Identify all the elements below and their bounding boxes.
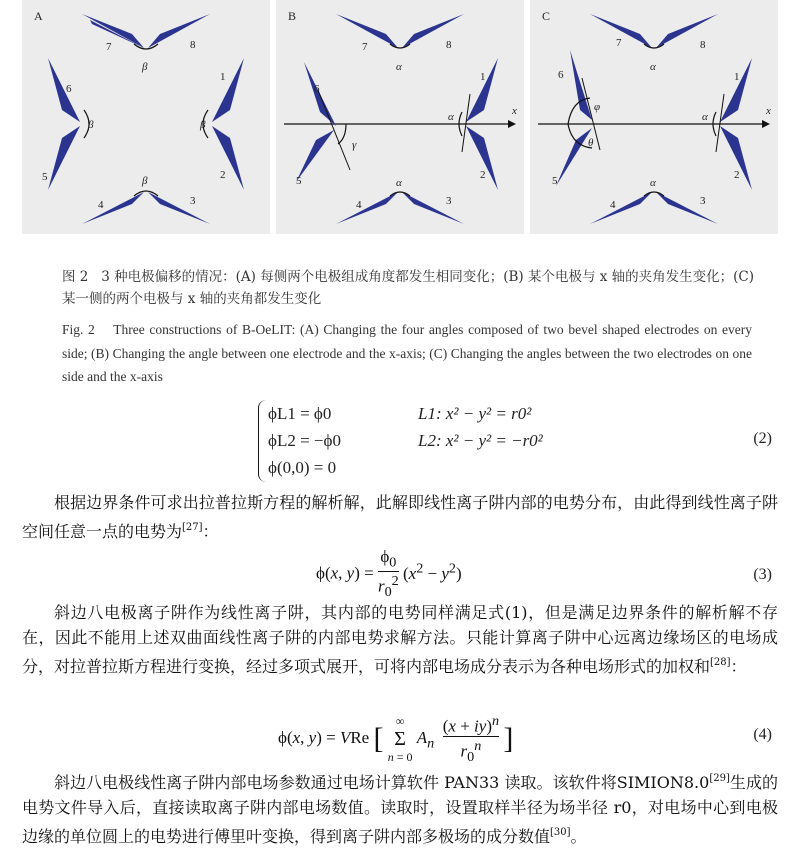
electrode-1 (212, 58, 244, 122)
paragraph-2-text: 斜边八电极离子阱作为线性离子阱，其内部的电势同样满足式(1)，但是满足边界条件的解析解不存在，因此不能用上述双曲面线性离子阱的内部电势求解方法。只能计算离子阱中心远离边缘场区的电场成分，对拉普拉斯方程进行变换，经过多项式展开，可将内部电场成分表示为各种电场形式的加权和 (22, 603, 778, 676)
panel-label: A (34, 9, 43, 23)
electrode-number: 6 (314, 83, 320, 95)
electrode-number: 6 (66, 83, 72, 95)
paragraph-2 (22, 600, 778, 679)
electrode-7 (90, 20, 144, 48)
electrode-4 (336, 192, 398, 224)
x-axis-label: x (512, 105, 517, 117)
electrode-4 (82, 192, 144, 224)
electrode-8 (148, 14, 210, 48)
electrode-number: 1 (480, 71, 486, 83)
panel-b (276, 0, 524, 234)
angle-bottom-label: β (142, 175, 148, 187)
caption-cn-text: 3 种电极偏移的情况：(A) 每侧两个电极组成角度都发生相同变化；(B) 某个电极与 x 轴的夹角发生变化；(C) 某一侧的两个电极与 x 轴的夹角都发生变化 (62, 269, 755, 307)
electrode-number: 5 (42, 171, 48, 183)
electrode-number: 5 (296, 175, 302, 187)
electrode-8 (656, 14, 718, 48)
angle-bottom-label: α (650, 177, 656, 189)
panel-a (22, 0, 270, 234)
electrode-number: 8 (446, 39, 452, 51)
panel-label: B (288, 9, 297, 23)
electrode-3 (148, 192, 210, 224)
angle-arc-bottom (134, 191, 158, 196)
electrode-number: 3 (190, 195, 196, 207)
electrode-number: 4 (98, 199, 104, 211)
paragraph-1 (22, 490, 778, 544)
electrode-guide-line (716, 94, 724, 152)
electrode-4 (590, 192, 652, 224)
angle-top-label: β (142, 61, 148, 73)
electrode-8 (402, 14, 464, 48)
electrode-5 (296, 130, 334, 182)
electrode-guide-line (462, 94, 470, 152)
electrode-7-fill (82, 14, 144, 48)
paragraph-3-end: 。 (570, 827, 587, 846)
angle-top-label: α (396, 61, 402, 73)
paragraph-3 (22, 766, 778, 849)
panel-b-diagram (276, 0, 524, 234)
equation-4-number: (4) (753, 726, 772, 743)
panel-a-diagram (22, 0, 270, 234)
caption-english (62, 318, 752, 389)
angle-left-label: γ (352, 139, 357, 151)
caption-chinese (62, 266, 762, 310)
paragraph-2-end: ： (730, 657, 747, 676)
electrode-number: 5 (552, 175, 558, 187)
angle-right-label: β (200, 119, 206, 131)
paragraph-1-end: ： (202, 522, 219, 541)
eq2-row2-left: ϕL2 = −ϕ0 (268, 431, 341, 450)
x-axis-label: x (766, 105, 771, 117)
electrode-3 (402, 192, 464, 224)
angle-arc-left (338, 124, 346, 144)
citation-28: [28] (710, 657, 731, 668)
equation-2 (268, 400, 543, 481)
citation-27: [27] (182, 522, 203, 533)
equation-4: ϕ(x, y) = VRe [ ∞ Σ n = 0 $A_n$ $\frac{(x + iy)^n}{r_0^n}$ ] (278, 713, 514, 765)
angle-left-label: β (88, 119, 94, 131)
citation-29: [29] (709, 773, 730, 784)
eq2-row2-right: L2: x² − y² = −r0² (418, 431, 543, 450)
eq2-row3: ϕ(0,0) = 0 (268, 458, 337, 477)
equation-3: ϕ(x, y) = $\frac{\phi_0}{r_0^2}$ $(x^2 - y^2)$ (316, 547, 462, 601)
electrode-number: 1 (734, 71, 740, 83)
electrode-1 (720, 58, 752, 122)
electrode-5 (48, 126, 80, 190)
electrode-number: 4 (610, 199, 616, 211)
electrode-5 (556, 128, 592, 186)
paragraph-3-text-b: 生成的电势文件导入后，直接读取离子阱内部电场数值。读取时，设置取样半径为场半径 r0，对电场中心到电极边缘的单位圆上的电势进行傅里叶变换，得到离子阱内部多极场的成分数值 (22, 773, 778, 846)
angle-right-label: α (702, 111, 708, 123)
electrode-number: 7 (106, 41, 112, 53)
panel-c-diagram (530, 0, 778, 234)
electrode-number: 8 (700, 39, 706, 51)
angle-bottom-label: α (396, 177, 402, 189)
citation-30: [30] (550, 827, 571, 838)
paragraph-3-text-a: 斜边八电极线性离子阱内部电场参数通过电场计算软件 PAN33 读取。该软件将SIMION8.0 (54, 773, 710, 792)
angle-top-label: α (650, 61, 656, 73)
electrode-number: 6 (558, 69, 564, 81)
eq2-row1-right: L1: x² − y² = r0² (418, 404, 532, 423)
electrode-number: 7 (616, 37, 622, 49)
electrode-number: 3 (446, 195, 452, 207)
panel-label: C (542, 9, 551, 23)
eq2-row1-left: ϕL1 = ϕ0 (268, 404, 332, 423)
figure-2 (22, 0, 778, 240)
electrode-number: 2 (220, 169, 226, 181)
angle-right-label: α (448, 111, 454, 123)
x-axis-arrow-icon (762, 120, 770, 128)
electrode-6 (48, 58, 80, 122)
caption-cn-prefix: 图 2 (62, 269, 89, 285)
electrode-number: 8 (190, 39, 196, 51)
panel-c (530, 0, 778, 234)
angle-left-top-label: φ (594, 101, 601, 113)
x-axis-arrow-icon (508, 120, 516, 128)
electrode-1 (466, 58, 498, 122)
caption-en-prefix: Fig. 2 (62, 322, 95, 337)
paragraph-1-text: 根据边界条件可求出拉普拉斯方程的解析解，此解即线性离子阱内部的电势分布，由此得到线性离子阱空间任意一点的电势为 (22, 493, 778, 541)
equation-3-number: (3) (753, 566, 772, 583)
equation-2-number: (2) (753, 430, 772, 447)
electrode-3 (656, 192, 718, 224)
electrode-number: 7 (362, 41, 368, 53)
electrode-number: 1 (220, 71, 226, 83)
caption-en-text: Three constructions of B-OeLIT: (A) Changing the four angles composed of two bevel shaped electrodes on every side; (B) Changing the angle between one electrode and the x-axis; (C) Changing the angles between the two electrodes on one side and the x-axis (62, 322, 752, 384)
electrode-number: 2 (734, 169, 740, 181)
electrode-2 (212, 126, 244, 190)
electrode-number: 3 (700, 195, 706, 207)
angle-left-bottom-label: θ (588, 137, 594, 149)
electrode-number: 2 (480, 169, 486, 181)
electrode-number: 4 (356, 199, 362, 211)
